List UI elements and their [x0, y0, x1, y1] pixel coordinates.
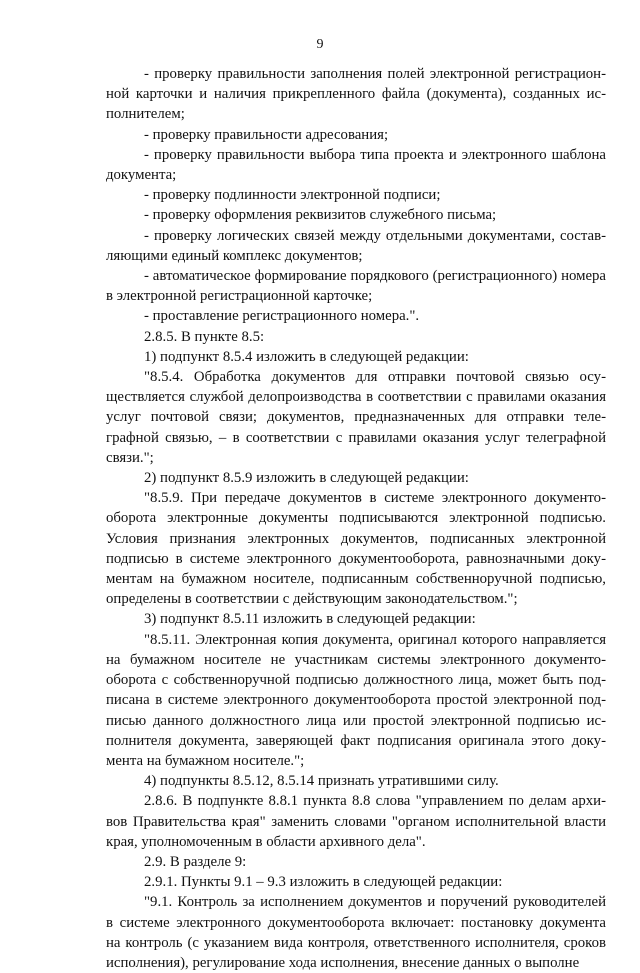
quote-8-5-11: "8.5.11. Электронная копия документа, оригинал которого направляется на бумажном носителе не участникам системы электронного документооборота с собственноручной подписью должностного лица, может быть подписана в системе электронного документооборота простой электронной подписью данного должностного лица или простой электронной подписью исполнителя документа, заверяющей факт подписания оригинала этого документа на бумажном носителе.";: [106, 631, 606, 769]
clause-2-9: 2.9. В разделе 9:: [144, 853, 247, 870]
subclause-4: 4) подпункты 8.5.12, 8.5.14 признать утратившими силу.: [144, 773, 499, 790]
quote-8-5-4: "8.5.4. Обработка документов для отправки почтовой связью осуществляется службой делопроизводства в соответствии с правилами оказания услуг почтовой связи; документов, предназначенных для отправки телеграфной связью, – в соответствии с правилами оказания услуг телеграфной связи.";: [106, 369, 606, 466]
list-item-check-links: - проверку логических связей между отдельными документами, составляющими единый комплекс документов;: [106, 227, 606, 264]
list-item-auto-numbering: - автоматическое формирование порядкового (регистрационного) номера в электронной регистрационной карточке;: [106, 268, 606, 305]
list-item-check-requisites: - проверку оформления реквизитов служебного письма;: [144, 207, 497, 224]
document-body: [106, 64, 606, 973]
subclause-2: 2) подпункт 8.5.9 изложить в следующей редакции:: [144, 470, 469, 487]
list-item-check-signature: - проверку подлинности электронной подписи;: [144, 187, 441, 204]
subclause-3: 3) подпункт 8.5.11 изложить в следующей редакции:: [144, 611, 476, 628]
quote-9-1: "9.1. Контроль за исполнением документов и поручений руководителей в системе электронного документооборота включает: постановку документа на контроль (с указанием вида контроля, ответственного исполнителя, сроков исполнения), регулирование хода исполнения, внесение данных о выполне: [106, 894, 606, 971]
list-item-check-addressing: - проверку правильности адресования;: [144, 126, 389, 143]
clause-2-8-6: 2.8.6. В подпункте 8.8.1 пункта 8.8 слова "управлением по делам архивов Правительства края" заменить словами "органом исполнительной власти края, уполномоченным в области архивного дела".: [106, 793, 606, 850]
clause-2-8-5: 2.8.5. В пункте 8.5:: [144, 328, 265, 345]
list-item-check-template: - проверку правильности выбора типа проекта и электронного шаблона документа;: [106, 146, 606, 184]
clause-2-9-1: 2.9.1. Пункты 9.1 – 9.3 изложить в следующей редакции:: [144, 874, 503, 891]
subclause-1: 1) подпункт 8.5.4 изложить в следующей редакции:: [144, 348, 469, 365]
quote-8-5-9: "8.5.9. При передаче документов в системе электронного документооборота электронные документы подписываются электронной подписью. Условия признания электронных документов, подписанных электронной подписью в системе электронного документооборота, равнозначными документам на бумажном носителе, подписанным собственноручной подписью, определены в соответствии с действующим законодательством.";: [106, 490, 606, 608]
list-item-registration-number: - проставление регистрационного номера.".: [144, 308, 420, 325]
list-item-check-fields: - проверку правильности заполнения полей электронной регистрационной карточки и наличия прикрепленного файла (документа), созданных исполнителем;: [106, 66, 606, 123]
page-number: 9: [316, 37, 324, 52]
